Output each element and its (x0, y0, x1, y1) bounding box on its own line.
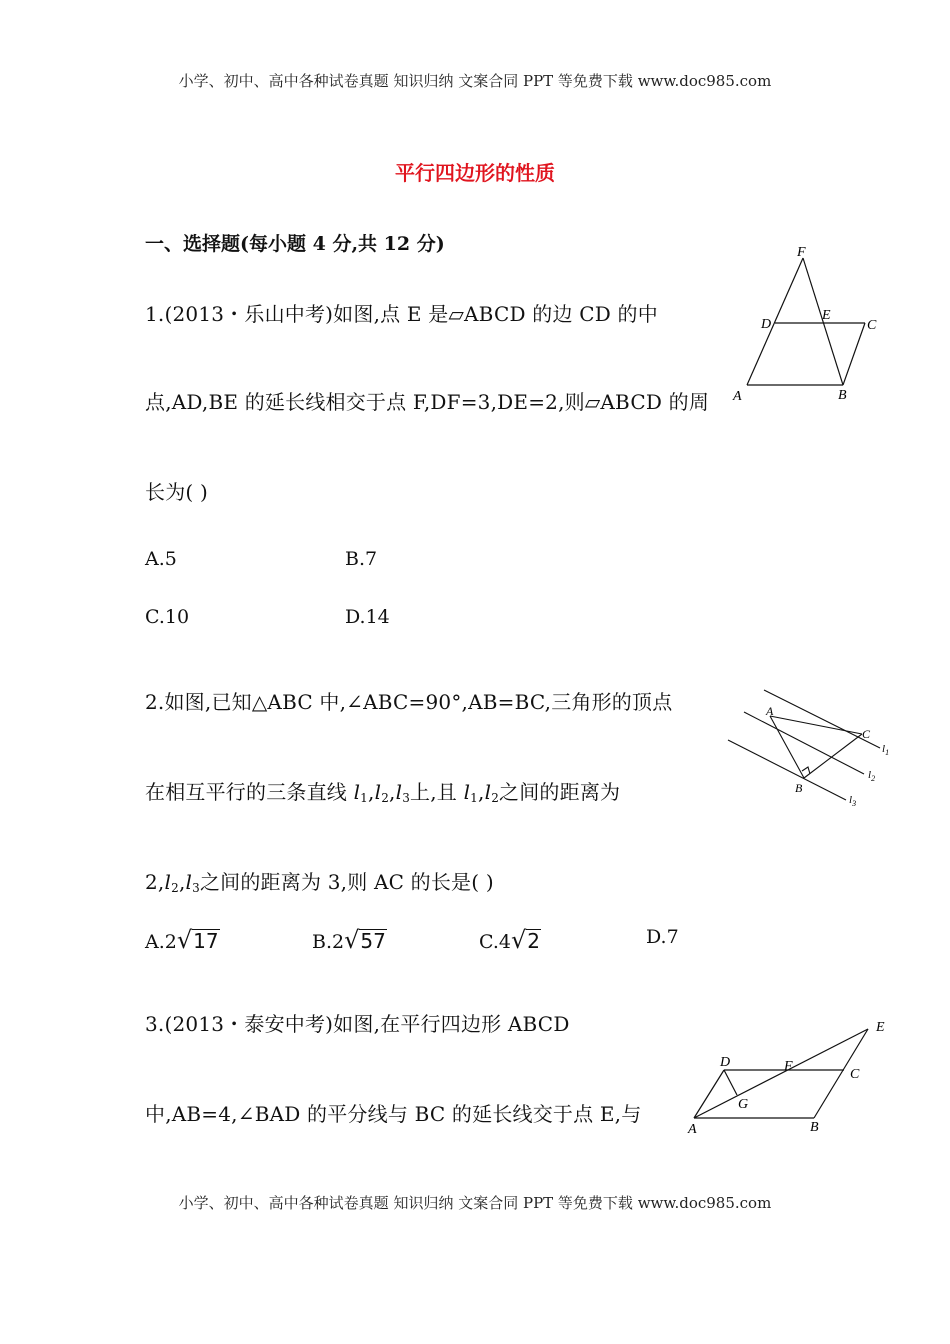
line-af (747, 258, 803, 385)
subscript: 2 (171, 881, 179, 895)
line-l2 (744, 712, 864, 774)
q3-line2: 中,AB=4,∠BAD 的平分线与 BC 的延长线交于点 E,与 (145, 1102, 642, 1126)
l-symbol: l (374, 780, 382, 804)
q1-option-d: D.14 (345, 606, 390, 628)
line-l3 (728, 740, 846, 800)
label-a: A (688, 1122, 697, 1137)
label-l2 (868, 769, 875, 783)
subscript: 2 (491, 791, 500, 805)
q1-option-a: A.5 (145, 548, 177, 570)
q2-line3 (145, 866, 494, 895)
option-prefix: C.4 (479, 931, 511, 953)
q2-line2-text-a: 在相互平行的三条直线 (145, 780, 354, 804)
q2-line1: 2.如图,已知△ABC 中,∠ABC=90°,AB=BC,三角形的顶点 (145, 690, 673, 714)
comma: , (389, 780, 396, 804)
label-a: A (766, 704, 774, 718)
q2-option-c (479, 926, 541, 954)
q1-line3: 长为( ) (145, 480, 208, 504)
side-bc (804, 734, 862, 778)
comma: , (368, 780, 375, 804)
l-subscript: 1 (885, 748, 890, 757)
page-footer: 小学、初中、高中各种试卷真题 知识归纳 文案合同 PPT 等免费下载 www.doc985.com (178, 1194, 772, 1212)
label-b: B (795, 781, 803, 795)
side-cb (843, 323, 865, 385)
q2-option-a (145, 926, 220, 954)
sqrt-sign: √ (511, 926, 527, 954)
l-symbol: l (164, 870, 172, 894)
q3-figure (682, 1015, 897, 1140)
q1-line2: 点,AD,BE 的延长线相交于点 F,DF=3,DE=2,则▱ABCD 的周 (145, 390, 710, 414)
label-b: B (838, 388, 847, 403)
comma: , (178, 870, 186, 894)
subscript: 1 (470, 791, 479, 805)
subscript: 3 (192, 881, 200, 895)
option-prefix: B.2 (312, 931, 345, 953)
label-l3 (849, 794, 856, 808)
subscript: 3 (402, 791, 411, 805)
side-ac (770, 716, 862, 734)
l-letter: l (849, 794, 853, 806)
right-angle-mark (802, 767, 810, 774)
line-ae (694, 1029, 868, 1118)
q1-figure (725, 240, 895, 405)
label-c: C (867, 318, 877, 333)
q2-option-b (312, 926, 387, 954)
label-f: F (784, 1059, 793, 1074)
q2-line2-text-c: 之间的距离为 (499, 780, 621, 804)
label-f: F (797, 245, 806, 260)
l-subscript: 3 (852, 799, 857, 808)
l-symbol: l (484, 780, 492, 804)
label-a: A (733, 389, 742, 404)
q2-line3-text-b: 之间的距离为 3,则 AC 的长是( ) (199, 870, 494, 894)
q1-option-c: C.10 (145, 606, 190, 628)
label-d: D (761, 317, 772, 332)
radicand: 17 (193, 929, 219, 953)
label-c: C (862, 727, 871, 741)
sqrt-sign: √ (344, 926, 360, 954)
q1-line1: 1.(2013・乐山中考)如图,点 E 是▱ABCD 的边 CD 的中 (145, 302, 658, 326)
q2-option-d: D.7 (646, 926, 679, 948)
l-symbol: l (395, 780, 403, 804)
segment-dg (724, 1070, 737, 1095)
subscript: 1 (360, 791, 369, 805)
radicand: 57 (360, 929, 386, 953)
label-e: E (822, 308, 831, 323)
label-e: E (876, 1020, 885, 1035)
l-symbol: l (185, 870, 193, 894)
label-c: C (850, 1067, 860, 1082)
sqrt-sign: √ (176, 926, 193, 954)
label-b: B (810, 1120, 819, 1135)
q2-line2-text-b: 上,且 (410, 780, 464, 804)
q2-line2 (145, 776, 620, 805)
q3-line1: 3.(2013・泰安中考)如图,在平行四边形 ABCD (145, 1012, 570, 1036)
l-symbol: l (353, 780, 361, 804)
l-letter: l (868, 769, 872, 781)
comma: , (478, 780, 485, 804)
subscript: 2 (381, 791, 390, 805)
l-symbol: l (463, 780, 471, 804)
page-header: 小学、初中、高中各种试卷真题 知识归纳 文案合同 PPT 等免费下载 www.doc985.com (178, 72, 772, 90)
side-ab (770, 716, 804, 778)
q2-line3-text-a: 2, (145, 870, 165, 894)
option-prefix: A.2 (145, 931, 177, 953)
l-subscript: 2 (871, 774, 876, 783)
page-title: 平行四边形的性质 (395, 161, 555, 185)
q1-option-b: B.7 (345, 548, 378, 570)
radicand: 2 (527, 929, 541, 953)
label-g: G (738, 1097, 749, 1112)
l-letter: l (882, 743, 886, 755)
label-d: D (720, 1055, 731, 1070)
section-heading: 一、选择题(每小题 4 分,共 12 分) (145, 233, 445, 255)
label-l1 (882, 743, 889, 757)
q2-figure (722, 682, 897, 812)
